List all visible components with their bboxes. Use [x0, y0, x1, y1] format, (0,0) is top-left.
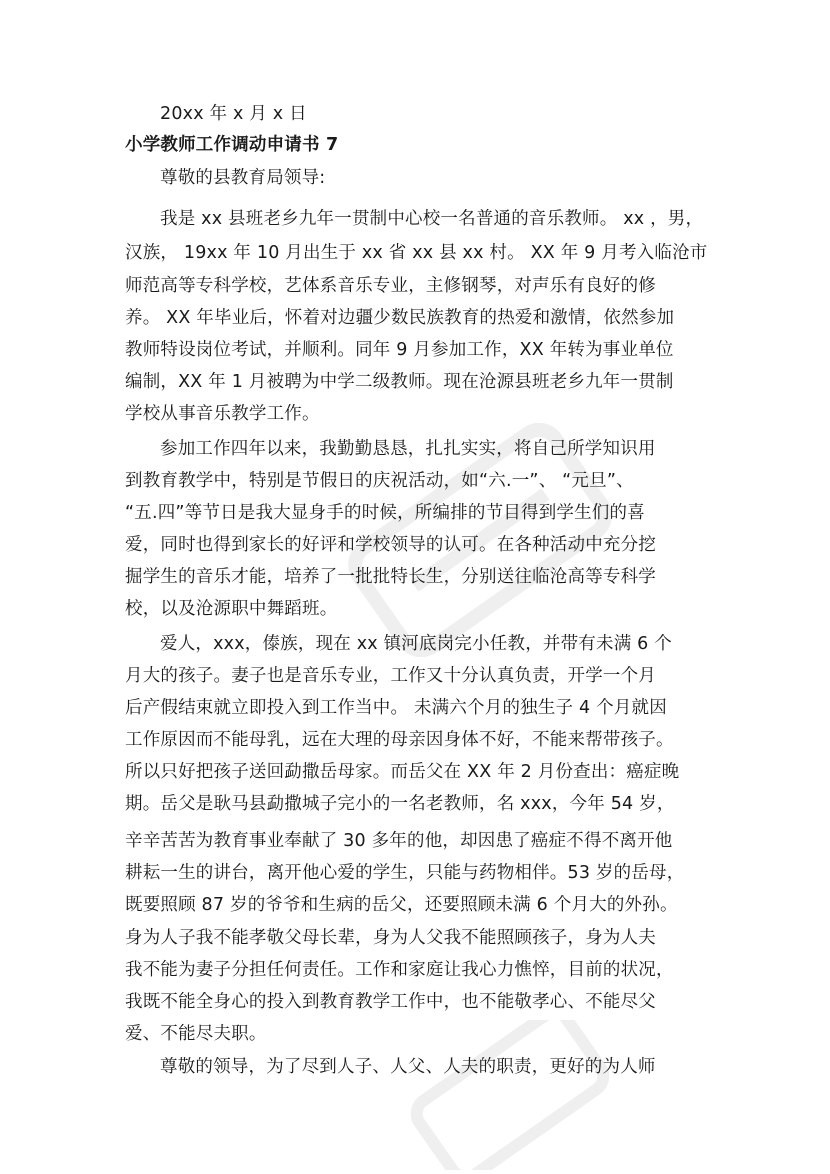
body-line: 掘学生的音乐才能，培养了一批批特长生，分别送往临沧高等专科学 [125, 567, 656, 587]
body-line: “五.四”等节日是我大显身手的时候，所编排的节目得到学生们的喜 [125, 503, 645, 523]
page-title: 小学教师工作调动申请书 7 [125, 135, 339, 155]
body-line: 养。 XX 年毕业后，怀着对边疆少数民族教育的热爱和激情，依然参加 [125, 308, 675, 328]
body-line: 尊敬的领导，为了尽到人子、人父、人夫的职责，更好的为人师 [160, 1057, 656, 1077]
body-line: 耕耘一生的讲台，离开他心爱的学生，只能与药物相伴。53 岁的岳母， [125, 863, 685, 883]
body-line: 参加工作四年以来，我勤勤恳恳，扎扎实实，将自己所学知识用 [160, 439, 656, 459]
body-line: 教师特设岗位考试，并顺利。同年 9 月参加工作，XX 年转为事业单位 [125, 340, 674, 360]
body-line: 爱，同时也得到家长的好评和学校领导的认可。在各种活动中充分挖 [125, 535, 656, 555]
body-line: 我是 xx 县班老乡九年一贯制中心校一名普通的音乐教师。 xx ，男， [160, 209, 704, 229]
body-line: 到教育教学中，特别是节假日的庆祝活动，如“六.一”、 “元旦”、 [125, 471, 634, 491]
body-line: 期。岳父是耿马县勐撒城子完小的一名老教师，名 xxx，今年 54 岁， [125, 794, 675, 814]
body-line: 既要照顾 87 岁的爷爷和生病的岳父，还要照顾未满 6 个月大的外孙。 [125, 895, 678, 915]
body-line: 编制，XX 年 1 月被聘为中学二级教师。现在沧源县班老乡九年一贯制 [125, 372, 674, 392]
body-line: 汉族， 19xx 年 10 月出生于 xx 省 xx 县 xx 村。 XX 年 9 月考入临沧市 [125, 243, 708, 263]
body-line: 师范高等专科学校，艺体系音乐专业，主修钢琴，对声乐有良好的修 [125, 276, 656, 296]
body-line: 辛辛苦苦为教育事业奉献了 30 多年的他，却因患了癌症不得不离开他 [125, 831, 673, 851]
date-line: 20xx 年 x 月 x 日 [160, 104, 307, 124]
salutation: 尊敬的县教育局领导: [160, 168, 326, 188]
body-line: 身为人子我不能孝敬父母长辈，身为人父我不能照顾孩子，身为人夫 [125, 928, 656, 948]
body-line: 爱、不能尽夫职。 [125, 1024, 267, 1044]
body-line: 月大的孩子。妻子也是音乐专业，工作又十分认真负责，开学一个月 [125, 666, 656, 686]
body-line: 后产假结束就立即投入到工作当中。 未满六个月的独生子 4 个月就因 [125, 698, 667, 718]
body-line: 校，以及沧源职中舞蹈班。 [125, 599, 338, 619]
body-line: 我既不能全身心的投入到教育教学工作中，也不能敬孝心、不能尽父 [125, 992, 656, 1012]
body-line: 我不能为妻子分担任何责任。工作和家庭让我心力憔悴，目前的状况， [125, 960, 674, 980]
body-line: 爱人，xxx，傣族，现在 xx 镇河底岗完小任教，并带有未满 6 个 [160, 634, 672, 654]
body-line: 学校从事音乐教学工作。 [125, 404, 320, 424]
body-line: 工作原因而不能母乳，远在大理的母亲因身体不好，不能来帮带孩子。 [125, 730, 674, 750]
body-line: 所以只好把孩子送回勐撒岳母家。而岳父在 XX 年 2 月份查出：癌症晚 [125, 762, 680, 782]
